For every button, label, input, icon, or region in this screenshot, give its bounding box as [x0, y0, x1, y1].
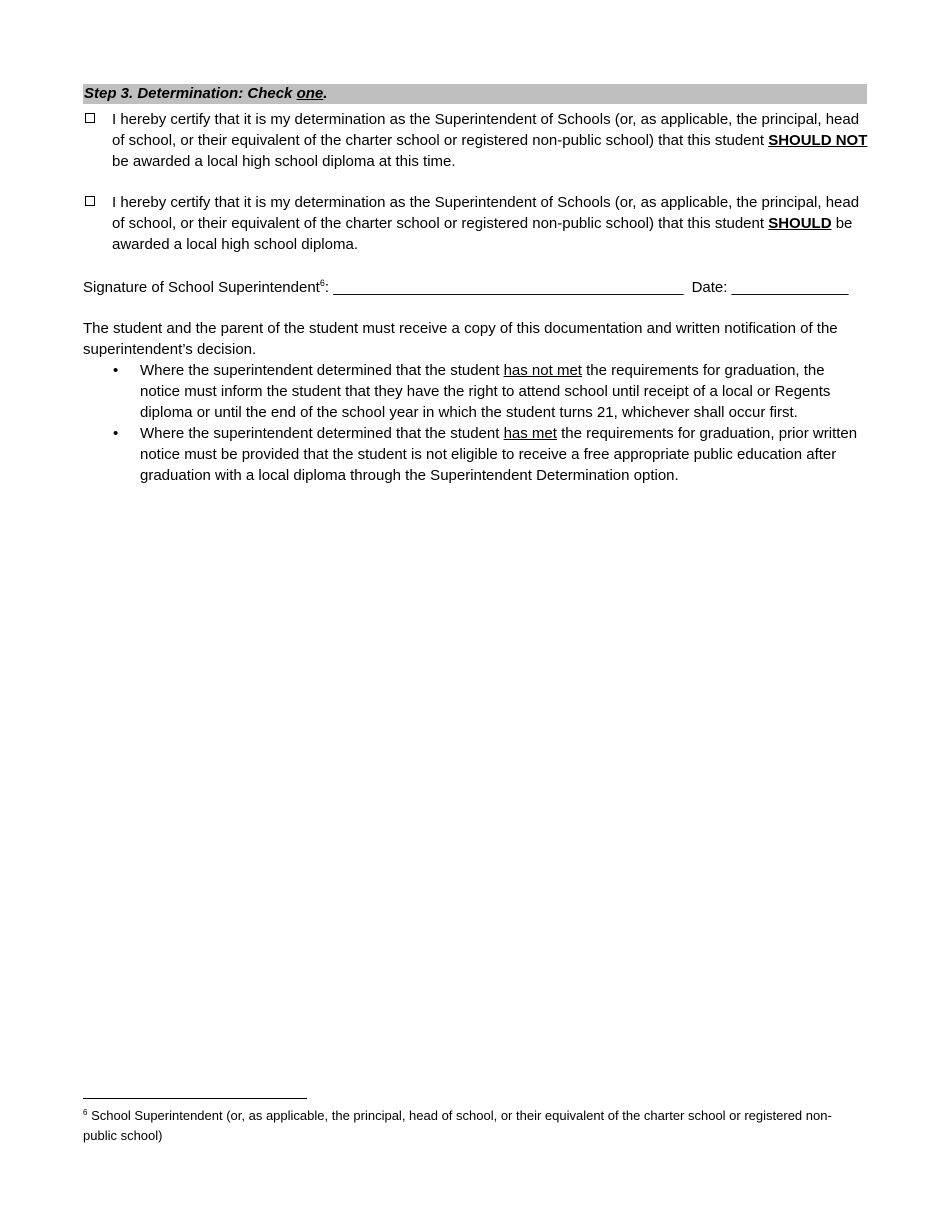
option-should-not-text-before: I hereby certify that it is my determination as the Superintendent of Schools (or, as applicable, the principal, head of school, or their equivalent of the charter school or registered non-public school) that this student	[112, 111, 860, 149]
notice-intro: The student and the parent of the student must receive a copy of this documentation and written notification of the superintendent’s decision.	[83, 320, 838, 358]
signature-field[interactable]: __________________________________________	[333, 279, 684, 296]
step3-heading-prefix: Step 3. Determination: Check	[84, 85, 297, 102]
step3-heading-suffix: .	[323, 85, 328, 102]
option-should-not-emphasis: SHOULD NOT	[768, 132, 868, 149]
signature-line	[83, 277, 873, 298]
list-item	[83, 423, 868, 486]
option-should-text	[112, 192, 872, 255]
footnote-text: School Superintendent (or, as applicable, the principal, head of school, or their equivalent of the charter school or registered non-public school)	[83, 1108, 832, 1143]
checkbox-should[interactable]	[85, 196, 95, 206]
option-should-not-text-after: be awarded a local high school diploma at this time.	[112, 153, 456, 170]
option-should-not-text	[112, 109, 872, 172]
bullet-text-after: the requirements for graduation, prior written notice must be provided that the student is not eligible to receive a free appropriate public education after graduation with a local diploma through the Superintendent Determination option.	[140, 425, 858, 484]
bullet-underlined: has not met	[503, 362, 582, 379]
footnote	[83, 1106, 843, 1146]
date-label: Date:	[691, 279, 732, 296]
option-should-emphasis: SHOULD	[768, 215, 832, 232]
option-should	[83, 192, 867, 255]
bullet-text-after: the requirements for graduation, the notice must inform the student that they have the right to attend school until receipt of a local or Regents diploma or until the end of the school year in which the student turns 21, whichever shall occur first.	[140, 362, 831, 421]
bullet-text-before: Where the superintendent determined that the student	[140, 362, 504, 379]
bullet-text-before: Where the superintendent determined that the student	[140, 425, 504, 442]
footnote-number: 6	[83, 1108, 88, 1117]
option-should-text-before: I hereby certify that it is my determination as the Superintendent of Schools (or, as applicable, the principal, head of school, or their equivalent of the charter school or registered non-public school) that this student	[112, 194, 860, 232]
footnote-divider	[83, 1098, 307, 1099]
step3-heading	[83, 84, 867, 104]
checkbox-should-not[interactable]	[85, 113, 95, 123]
footnote-ref: 6	[319, 278, 325, 288]
step3-heading-emphasis: one	[296, 85, 324, 102]
option-should-not	[83, 109, 867, 172]
bullet-underlined: has met	[503, 425, 557, 442]
signature-label: Signature of School Superintendent	[83, 279, 320, 296]
list-item	[83, 360, 868, 423]
bullet-icon: •	[113, 425, 119, 442]
notice-bullets	[83, 360, 868, 486]
bullet-icon: •	[113, 362, 119, 379]
signature-separator: :	[324, 279, 334, 296]
date-field[interactable]: ______________	[731, 279, 849, 296]
option-should-text-after: be awarded a local high school diploma.	[112, 215, 853, 253]
